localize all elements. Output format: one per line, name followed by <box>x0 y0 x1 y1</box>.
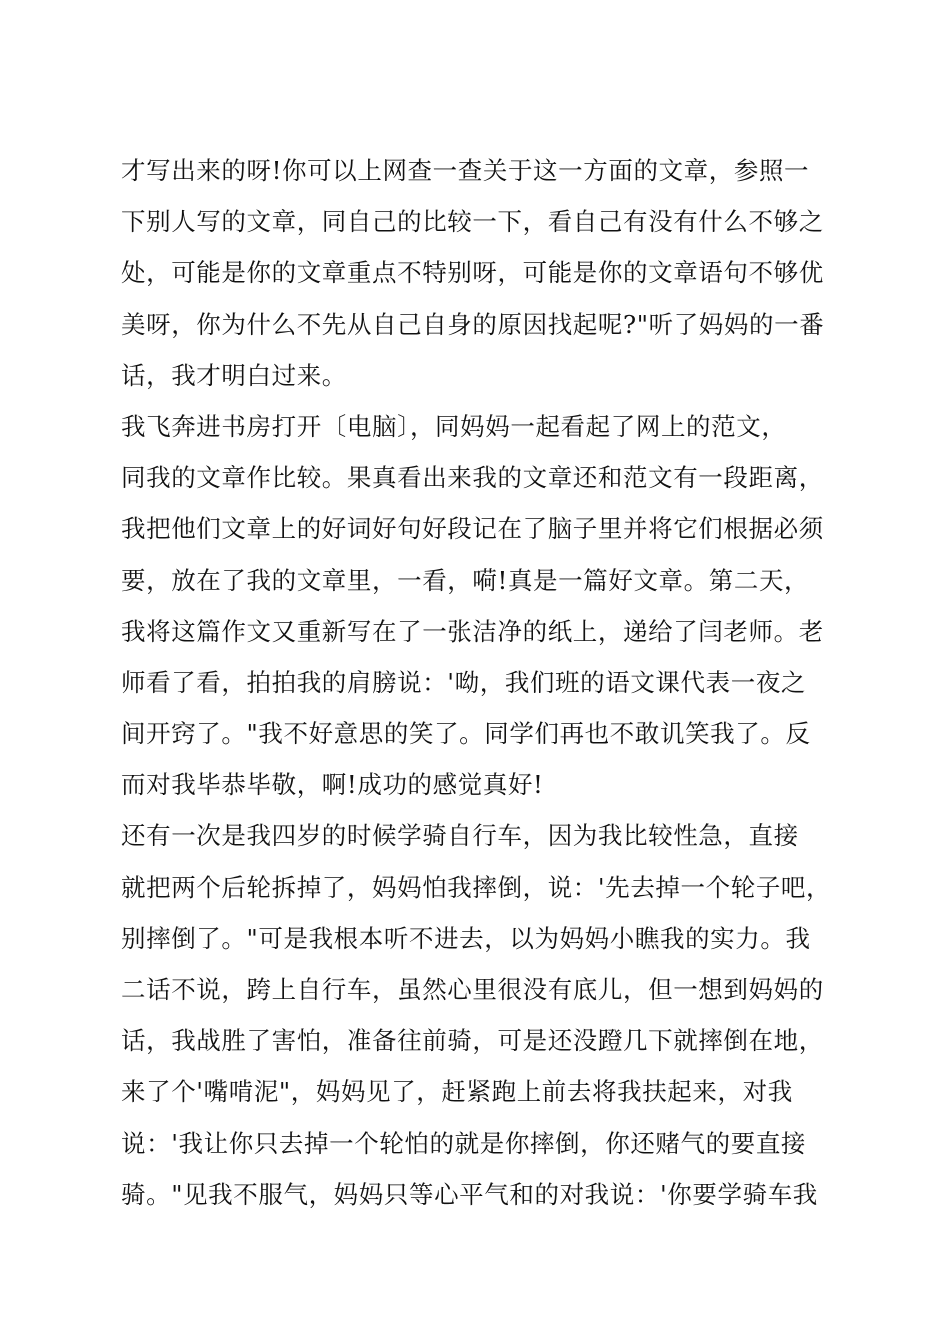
text-line: 骑。"见我不服气，妈妈只等心平气和的对我说：'你要学骑车我 <box>121 1179 818 1209</box>
text-line: 话，我才明白过来。 <box>121 360 347 390</box>
body-text <box>121 150 841 1225</box>
text-line: 别摔倒了。"可是我根本听不进去，以为妈妈小瞧我的实力。我 <box>121 923 811 953</box>
text-line: 而对我毕恭毕敬，啊!成功的感觉真好! <box>121 770 544 800</box>
text-line: 同我的文章作比较。果真看出来我的文章还和范文有一段距离， <box>121 463 824 493</box>
text-line: 我把他们文章上的好词好句好段记在了脑子里并将它们根据必须 <box>121 514 824 544</box>
text-line: 下别人写的文章，同自己的比较一下，看自己有没有什么不够之 <box>121 207 824 237</box>
text-line: 师看了看，拍拍我的肩膀说：'呦，我们班的语文课代表一夜之 <box>121 667 807 697</box>
text-line: 间开窍了。"我不好意思的笑了。同学们再也不敢讥笑我了。反 <box>121 719 811 749</box>
text-line: 要，放在了我的文章里，一看，嗬!真是一篇好文章。第二天， <box>121 565 810 595</box>
text-line: 才写出来的呀!你可以上网查一查关于这一方面的文章，参照一 <box>121 156 810 185</box>
paragraph-start-line: 还有一次是我四岁的时候学骑自行车，因为我比较性急，直接 <box>121 821 799 851</box>
text-line: 处，可能是你的文章重点不特别呀，可能是你的文章语句不够优 <box>121 258 824 288</box>
text-line: 就把两个后轮拆掉了，妈妈怕我摔倒，说：'先去掉一个轮子吧， <box>121 872 832 902</box>
text-line: 话，我战胜了害怕，准备往前骑，可是还没蹬几下就摔倒在地， <box>121 1026 824 1056</box>
text-line: 美呀，你为什么不先从自己自身的原因找起呢?"听了妈妈的一番 <box>121 309 825 339</box>
paragraph-start-line: 我飞奔进书房打开〔电脑〕，同妈妈一起看起了网上的范文， <box>121 411 787 441</box>
text-line: 说：'我让你只去掉一个轮怕的就是你摔倒，你还赌气的要直接 <box>121 1128 807 1158</box>
text-line: 来了个'嘴啃泥"，妈妈见了，赶紧跑上前去将我扶起来，对我 <box>121 1077 793 1107</box>
text-line: 二话不说，跨上自行车，虽然心里很没有底儿，但一想到妈妈的 <box>121 975 824 1004</box>
text-line: 我将这篇作文又重新写在了一张洁净的纸上，递给了闫老师。老 <box>121 616 824 646</box>
